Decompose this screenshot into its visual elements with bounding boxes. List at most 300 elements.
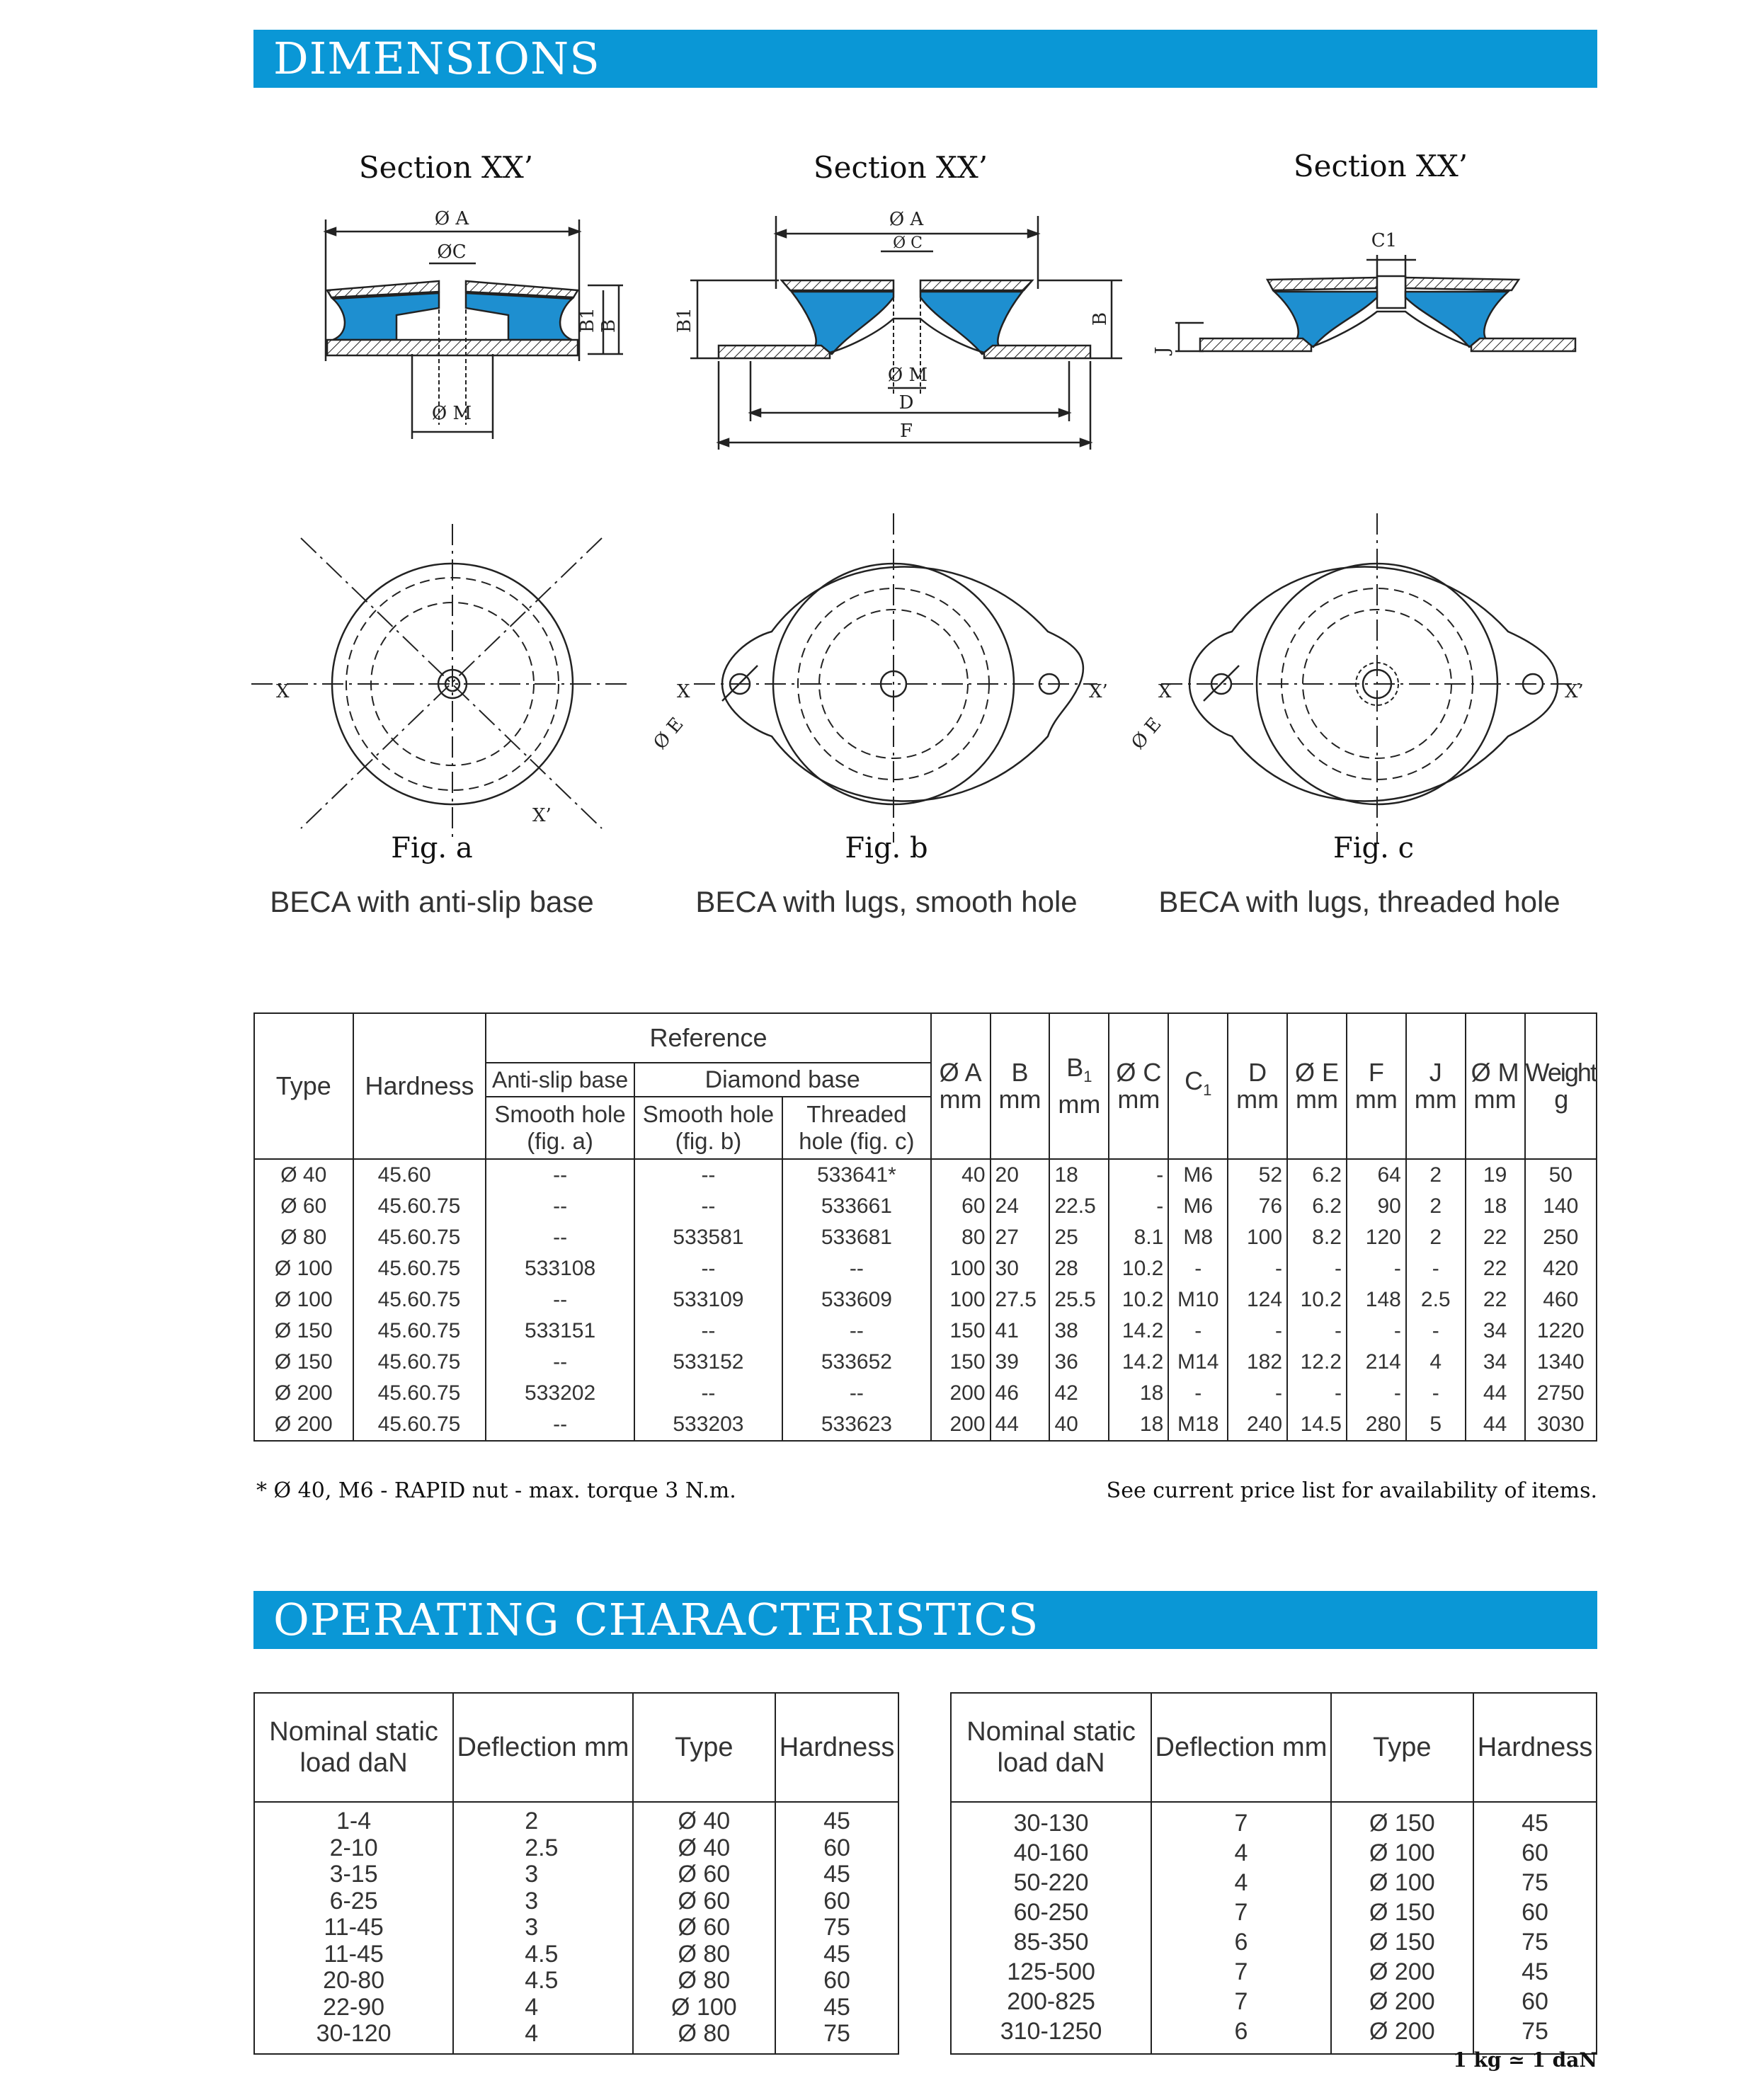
table-cell: -	[1347, 1316, 1406, 1347]
table-cell: M6	[1168, 1159, 1228, 1191]
section-title-b: Section XX’	[813, 150, 988, 185]
th-m: Ø M mm	[1466, 1013, 1525, 1159]
table-cell: 533652	[782, 1347, 931, 1378]
footnote-left: * Ø 40, M6 - RAPID nut - max. torque 3 N.m.	[256, 1478, 736, 1503]
list-item: Ø 200	[1369, 1958, 1435, 1985]
table-cell: 50	[1525, 1159, 1597, 1191]
label-xprime-b: X’	[1089, 681, 1108, 702]
list-item: 20-80	[323, 1967, 385, 1994]
table-cell: 42	[1049, 1378, 1109, 1409]
table-cell: 18	[1466, 1191, 1525, 1222]
table-cell: Ø 150	[254, 1347, 353, 1378]
list-item: 1-4	[336, 1808, 372, 1834]
label-b1-b: B1	[674, 307, 695, 333]
list-item: 45	[1522, 1810, 1548, 1837]
th-a: Ø A mm	[931, 1013, 991, 1159]
list-item: Ø 150	[1369, 1810, 1435, 1837]
operating-table-right	[950, 1692, 1597, 2055]
list-item: 60	[823, 1967, 850, 1994]
table-cell: 36	[1049, 1347, 1109, 1378]
table-cell: -	[1168, 1378, 1228, 1409]
technical-drawings	[0, 0, 1758, 878]
list-item: 22-90	[323, 1993, 385, 2021]
table-cell: --	[486, 1159, 634, 1191]
op-right-deflection	[1151, 1802, 1331, 2054]
table-cell: 6.2	[1287, 1159, 1347, 1191]
unit-note: 1 kg ≃ 1 daN	[1453, 2048, 1597, 2072]
footnote-right: See current price list for availability of items.	[1106, 1478, 1597, 1503]
table-cell: 27	[991, 1222, 1050, 1253]
table-cell: 28	[1049, 1253, 1109, 1284]
list-item: 4.5	[525, 1940, 559, 1968]
section-title-a: Section XX’	[358, 150, 534, 185]
list-item: Ø 80	[678, 1940, 731, 1968]
list-item: 60-250	[1013, 1899, 1089, 1926]
table-cell: 460	[1525, 1284, 1597, 1316]
table-cell: -	[1406, 1316, 1466, 1347]
table-cell: --	[782, 1378, 931, 1409]
op-left-type	[633, 1802, 775, 2054]
table-cell: 41	[991, 1316, 1050, 1347]
list-item: 7	[1234, 1899, 1248, 1926]
table-cell: 90	[1347, 1191, 1406, 1222]
list-item: 75	[823, 2020, 850, 2047]
label-b-b: B	[1090, 312, 1111, 326]
label-f-b: F	[899, 421, 913, 442]
table-cell: 100	[1228, 1222, 1287, 1253]
table-cell: 14.5	[1287, 1409, 1347, 1441]
table-cell: Ø 40	[254, 1159, 353, 1191]
table-cell: 52	[1228, 1159, 1287, 1191]
fig-a-label: Fig. a	[391, 832, 473, 864]
section-b-drawing	[690, 216, 1122, 843]
list-item: 75	[823, 1914, 850, 1941]
table-cell: 250	[1525, 1222, 1597, 1253]
list-item: Ø 40	[678, 1834, 731, 1861]
table-cell: 45.60.75	[353, 1347, 486, 1378]
list-item: 7	[1234, 1958, 1248, 1985]
fig-a-caption: BECA with anti-slip base	[270, 885, 594, 918]
list-item: 45	[823, 1808, 850, 1834]
list-item: 75	[1522, 1929, 1548, 1956]
section-a-drawing	[251, 219, 630, 843]
table-cell: -	[1109, 1191, 1168, 1222]
fig-b-label: Fig. b	[845, 832, 928, 864]
list-item: Ø 80	[678, 1967, 731, 1994]
op-right-type	[1331, 1802, 1473, 2054]
table-cell: 2	[1406, 1191, 1466, 1222]
list-item: Ø 150	[1369, 1899, 1435, 1926]
list-item: 4.5	[525, 1967, 559, 1994]
table-cell: 12.2	[1287, 1347, 1347, 1378]
label-phi-m-b: Ø M	[887, 365, 928, 386]
list-item: Ø 60	[678, 1887, 731, 1914]
th-anti-slip: Anti-slip base	[486, 1063, 634, 1097]
th-d: D mm	[1228, 1013, 1287, 1159]
table-cell: 533623	[782, 1409, 931, 1441]
table-cell: M8	[1168, 1222, 1228, 1253]
label-b1: B1	[577, 307, 598, 333]
op-right-hardness	[1473, 1802, 1597, 2054]
table-cell: --	[486, 1222, 634, 1253]
fig-c-label: Fig. c	[1333, 832, 1414, 864]
fig-c-caption: BECA with lugs, threaded hole	[1158, 885, 1560, 918]
table-cell: 27.5	[991, 1284, 1050, 1316]
label-phi-c: ØC	[437, 241, 467, 263]
op-right-th-hardness: Hardness	[1473, 1693, 1597, 1802]
table-cell: --	[634, 1159, 782, 1191]
table-cell: 100	[931, 1253, 991, 1284]
table-cell: 214	[1347, 1347, 1406, 1378]
list-item: 4	[525, 1993, 539, 2021]
label-xprime-c: X’	[1565, 681, 1584, 702]
op-left-deflection	[453, 1802, 633, 2054]
table-cell: 280	[1347, 1409, 1406, 1441]
table-cell: 148	[1347, 1284, 1406, 1316]
table-cell: 5	[1406, 1409, 1466, 1441]
table-cell: Ø 200	[254, 1378, 353, 1409]
table-cell: 533609	[782, 1284, 931, 1316]
th-b1: $B_1$ mm	[1049, 1013, 1109, 1159]
table-cell: 45.60.75	[353, 1222, 486, 1253]
table-cell: 18	[1109, 1409, 1168, 1441]
label-c1-c: C1	[1371, 230, 1398, 251]
table-row	[254, 1378, 1597, 1409]
table-cell: Ø 200	[254, 1409, 353, 1441]
table-cell: 533109	[634, 1284, 782, 1316]
table-cell: 18	[1109, 1378, 1168, 1409]
label-b: B	[598, 319, 620, 333]
table-cell: 533681	[782, 1222, 931, 1253]
table-cell: M14	[1168, 1347, 1228, 1378]
table-cell: -	[1287, 1253, 1347, 1284]
list-item: 200-825	[1007, 1988, 1095, 2015]
label-x-a: X	[276, 681, 290, 702]
list-item: 50-220	[1013, 1869, 1089, 1896]
table-row	[254, 1191, 1597, 1222]
table-cell: -	[1347, 1253, 1406, 1284]
list-item: Ø 80	[678, 2020, 731, 2047]
table-row	[254, 1409, 1597, 1441]
section-c-drawing	[1161, 255, 1586, 843]
th-smooth-a: Smooth hole (fig. a)	[486, 1097, 634, 1159]
table-cell: 19	[1466, 1159, 1525, 1191]
operating-table-left	[253, 1692, 899, 2055]
table-cell: 2.5	[1406, 1284, 1466, 1316]
table-cell: 6.2	[1287, 1191, 1347, 1222]
table-cell: --	[486, 1191, 634, 1222]
table-cell: 10.2	[1109, 1284, 1168, 1316]
operating-heading: OPERATING CHARACTERISTICS	[253, 1591, 1597, 1649]
table-cell: 45.60.75	[353, 1284, 486, 1316]
table-cell: 80	[931, 1222, 991, 1253]
list-item: Ø 60	[678, 1914, 731, 1941]
list-item: 6-25	[329, 1887, 378, 1914]
table-cell: --	[634, 1316, 782, 1347]
th-smooth-b: Smooth hole (fig. b)	[634, 1097, 782, 1159]
th-reference: Reference	[486, 1013, 930, 1063]
table-cell: 34	[1466, 1316, 1525, 1347]
table-cell: --	[634, 1378, 782, 1409]
list-item: Ø 100	[671, 1993, 737, 2021]
table-cell: --	[486, 1284, 634, 1316]
table-cell: 45.60.75	[353, 1191, 486, 1222]
table-cell: 40	[1049, 1409, 1109, 1441]
list-item: 40-160	[1013, 1839, 1089, 1866]
th-f: F mm	[1347, 1013, 1406, 1159]
table-cell: 22	[1466, 1222, 1525, 1253]
table-cell: M18	[1168, 1409, 1228, 1441]
table-cell: 44	[1466, 1378, 1525, 1409]
list-item: 3	[525, 1861, 539, 1888]
label-x-c: X	[1158, 681, 1172, 702]
table-cell: 1340	[1525, 1347, 1597, 1378]
table-cell: 4	[1406, 1347, 1466, 1378]
dimensions-table-body	[254, 1159, 1597, 1441]
table-cell: 533641*	[782, 1159, 931, 1191]
section-title-c: Section XX’	[1293, 149, 1468, 183]
dimensions-table	[253, 1012, 1597, 1442]
table-cell: 182	[1228, 1347, 1287, 1378]
th-c1: $C_1$	[1168, 1013, 1228, 1159]
table-cell: 2	[1406, 1159, 1466, 1191]
table-cell: Ø 150	[254, 1316, 353, 1347]
list-item: 75	[1522, 2018, 1548, 2045]
list-item: 6	[1234, 1929, 1248, 1956]
table-cell: 22	[1466, 1253, 1525, 1284]
table-cell: 240	[1228, 1409, 1287, 1441]
table-cell: 22.5	[1049, 1191, 1109, 1222]
op-left-th-load: Nominal static load daN	[254, 1693, 453, 1802]
list-item: Ø 100	[1369, 1869, 1435, 1896]
table-cell: Ø 100	[254, 1284, 353, 1316]
table-cell: M6	[1168, 1191, 1228, 1222]
table-cell: 1220	[1525, 1316, 1597, 1347]
table-cell: -	[1287, 1316, 1347, 1347]
list-item: 60	[1522, 1988, 1548, 2015]
list-item: 45	[823, 1993, 850, 2021]
table-cell: 533202	[486, 1378, 634, 1409]
table-row	[254, 1284, 1597, 1316]
label-phi-m: Ø M	[431, 403, 472, 424]
table-cell: 420	[1525, 1253, 1597, 1284]
table-cell: -	[1228, 1253, 1287, 1284]
list-item: 3-15	[329, 1861, 378, 1888]
op-left-th-type: Type	[633, 1693, 775, 1802]
list-item: Ø 200	[1369, 1988, 1435, 2015]
table-cell: -	[1406, 1253, 1466, 1284]
th-type: Type	[254, 1013, 353, 1159]
table-cell: 533581	[634, 1222, 782, 1253]
table-cell: 14.2	[1109, 1347, 1168, 1378]
table-cell: 100	[931, 1284, 991, 1316]
table-row	[254, 1159, 1597, 1191]
table-cell: -	[1228, 1378, 1287, 1409]
list-item: 3	[525, 1887, 539, 1914]
table-cell: Ø 80	[254, 1222, 353, 1253]
op-left-th-deflection: Deflection mm	[453, 1693, 633, 1802]
list-item: Ø 100	[1369, 1839, 1435, 1866]
op-right-th-type: Type	[1331, 1693, 1473, 1802]
table-cell: 533661	[782, 1191, 931, 1222]
table-cell: 30	[991, 1253, 1050, 1284]
list-item: 11-45	[324, 1914, 384, 1941]
op-right-th-load: Nominal static load daN	[951, 1693, 1151, 1802]
table-cell: 25	[1049, 1222, 1109, 1253]
table-cell: 533152	[634, 1347, 782, 1378]
list-item: 60	[1522, 1899, 1548, 1926]
list-item: 85-350	[1013, 1929, 1089, 1956]
table-cell: -	[1347, 1378, 1406, 1409]
th-threaded-c: Threaded hole (fig. c)	[782, 1097, 931, 1159]
table-cell: 60	[931, 1191, 991, 1222]
th-b: B mm	[991, 1013, 1050, 1159]
table-cell: --	[486, 1409, 634, 1441]
table-row	[254, 1253, 1597, 1284]
table-cell: 533203	[634, 1409, 782, 1441]
list-item: 4	[1234, 1839, 1248, 1866]
list-item: 30-130	[1013, 1810, 1089, 1837]
table-cell: -	[1228, 1316, 1287, 1347]
table-cell: 39	[991, 1347, 1050, 1378]
table-cell: 10.2	[1287, 1284, 1347, 1316]
table-cell: 150	[931, 1316, 991, 1347]
table-cell: 45.60.75	[353, 1378, 486, 1409]
list-item: Ø 40	[678, 1808, 731, 1834]
list-item: 45	[823, 1940, 850, 1968]
list-item: 7	[1234, 1810, 1248, 1837]
table-cell: --	[486, 1347, 634, 1378]
list-item: 75	[1522, 1869, 1548, 1896]
list-item: Ø 150	[1369, 1929, 1435, 1956]
list-item: Ø 200	[1369, 2018, 1435, 2045]
table-cell: 150	[931, 1347, 991, 1378]
list-item: 30-120	[316, 2020, 392, 2047]
table-cell: 140	[1525, 1191, 1597, 1222]
op-left-th-hardness: Hardness	[775, 1693, 898, 1802]
table-cell: 34	[1466, 1347, 1525, 1378]
label-xprime-a: X’	[532, 805, 552, 826]
table-cell: 25.5	[1049, 1284, 1109, 1316]
table-cell: 45.60.75	[353, 1253, 486, 1284]
label-j-c: J	[1152, 346, 1173, 354]
list-item: 4	[525, 2020, 539, 2047]
op-right-th-deflection: Deflection mm	[1151, 1693, 1331, 1802]
table-cell: 2750	[1525, 1378, 1597, 1409]
table-cell: 124	[1228, 1284, 1287, 1316]
table-cell: -	[1109, 1159, 1168, 1191]
table-cell: Ø 100	[254, 1253, 353, 1284]
label-phi-a: Ø A	[434, 208, 469, 229]
th-c: Ø C mm	[1109, 1013, 1168, 1159]
table-cell: 40	[931, 1159, 991, 1191]
table-cell: 44	[991, 1409, 1050, 1441]
list-item: 45	[1522, 1958, 1548, 1985]
label-phi-e-c: Ø E	[1127, 714, 1166, 754]
table-cell: 44	[1466, 1409, 1525, 1441]
th-hardness: Hardness	[353, 1013, 486, 1159]
table-row	[254, 1222, 1597, 1253]
list-item: 2	[525, 1808, 539, 1834]
table-cell: 45.60	[353, 1159, 486, 1191]
op-right-load	[951, 1802, 1151, 2054]
label-phi-c-b: Ø C	[893, 234, 923, 252]
list-item: 6	[1234, 2018, 1248, 2045]
table-cell: 64	[1347, 1159, 1406, 1191]
th-j: J mm	[1406, 1013, 1466, 1159]
list-item: 125-500	[1007, 1958, 1095, 1985]
list-item: 45	[823, 1861, 850, 1888]
table-cell: 200	[931, 1378, 991, 1409]
table-cell: -	[1406, 1378, 1466, 1409]
list-item: 3	[525, 1914, 539, 1941]
th-weight: Weight g	[1525, 1013, 1597, 1159]
label-x-b: X	[677, 681, 690, 702]
list-item: 2.5	[525, 1834, 559, 1861]
table-cell: Ø 60	[254, 1191, 353, 1222]
table-row	[254, 1316, 1597, 1347]
table-cell: 24	[991, 1191, 1050, 1222]
table-cell: 200	[931, 1409, 991, 1441]
table-cell: 533108	[486, 1253, 634, 1284]
list-item: Ø 60	[678, 1861, 731, 1888]
list-item: 60	[1522, 1839, 1548, 1866]
list-item: 60	[823, 1834, 850, 1861]
table-cell: 120	[1347, 1222, 1406, 1253]
list-item: 7	[1234, 1988, 1248, 2015]
table-cell: 38	[1049, 1316, 1109, 1347]
list-item: 310-1250	[1000, 2018, 1102, 2045]
list-item: 2-10	[329, 1834, 378, 1861]
table-cell: 45.60.75	[353, 1409, 486, 1441]
table-cell: 45.60.75	[353, 1316, 486, 1347]
table-cell: 2	[1406, 1222, 1466, 1253]
table-cell: 8.1	[1109, 1222, 1168, 1253]
op-left-load	[254, 1802, 453, 2054]
table-cell: 533151	[486, 1316, 634, 1347]
table-cell: -	[1287, 1378, 1347, 1409]
table-cell: M10	[1168, 1284, 1228, 1316]
list-item: 4	[1234, 1869, 1248, 1896]
table-cell: --	[634, 1191, 782, 1222]
list-item: 11-45	[324, 1940, 384, 1968]
list-item: 60	[823, 1887, 850, 1914]
table-cell: 8.2	[1287, 1222, 1347, 1253]
table-cell: --	[782, 1253, 931, 1284]
table-cell: 14.2	[1109, 1316, 1168, 1347]
table-cell: 22	[1466, 1284, 1525, 1316]
table-cell: 76	[1228, 1191, 1287, 1222]
fig-b-caption: BECA with lugs, smooth hole	[695, 885, 1078, 918]
table-cell: --	[782, 1316, 931, 1347]
table-cell: 10.2	[1109, 1253, 1168, 1284]
th-diamond: Diamond base	[634, 1063, 931, 1097]
table-cell: 46	[991, 1378, 1050, 1409]
th-e: Ø E mm	[1287, 1013, 1347, 1159]
table-cell: -	[1168, 1316, 1228, 1347]
table-cell: 20	[991, 1159, 1050, 1191]
dimensions-heading: DIMENSIONS	[253, 30, 1597, 88]
label-phi-a-b: Ø A	[889, 209, 924, 230]
op-left-hardness	[775, 1802, 898, 2054]
table-cell: 3030	[1525, 1409, 1597, 1441]
table-row	[254, 1347, 1597, 1378]
table-cell: 18	[1049, 1159, 1109, 1191]
label-d-b: D	[898, 392, 914, 413]
table-cell: --	[634, 1253, 782, 1284]
label-phi-e-b: Ø E	[649, 714, 688, 754]
table-cell: -	[1168, 1253, 1228, 1284]
